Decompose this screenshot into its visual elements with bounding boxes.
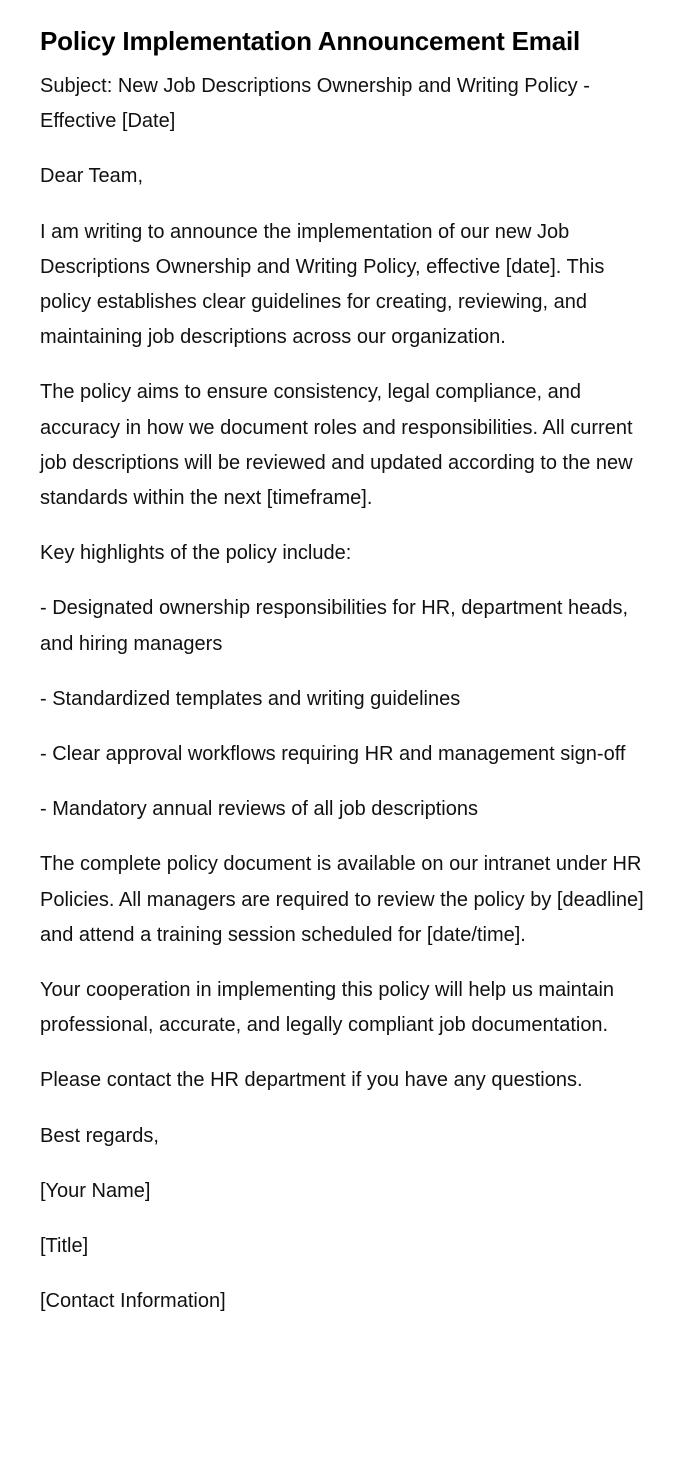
page-title: Policy Implementation Announcement Email [40,26,581,56]
highlight-item: - Clear approval workflows requiring HR and management sign-off [40,743,626,766]
highlight-item: - Standardized templates and writing guidelines [40,687,461,710]
cooperation-paragraph: Your cooperation in implementing this policy will help us maintain professional, accurate, and legally compliant job documentation. [40,979,615,1037]
intro-paragraph: I am writing to announce the implementation of our new Job Descriptions Ownership and Writing Policy, effective [date]. This policy establishes clear guidelines for creating, reviewing, and maintaining job descriptions across our organization. [40,220,605,349]
signature-name: [Your Name] [40,1179,151,1202]
signature-title: [Title] [40,1235,89,1258]
email-subject: Subject: New Job Descriptions Ownership and Writing Policy - Effective [Date] [40,75,590,133]
highlights-heading: Key highlights of the policy include: [40,542,352,565]
contact-paragraph: Please contact the HR department if you have any questions. [40,1069,583,1092]
aims-paragraph: The policy aims to ensure consistency, legal compliance, and accuracy in how we document roles and responsibilities. All current job descriptions will be reviewed and updated according to the new standards within the next [timeframe]. [40,381,633,510]
closing-line: Best regards, [40,1124,159,1147]
highlight-item: - Mandatory annual reviews of all job descriptions [40,798,478,821]
email-greeting: Dear Team, [40,165,144,188]
availability-paragraph: The complete policy document is available on our intranet under HR Policies. All managers are required to review the policy by [deadline] and attend a training session scheduled for [date/time]. [40,853,644,946]
highlight-item: - Designated ownership responsibilities for HR, department heads, and hiring managers [40,597,629,655]
signature-contact-info: [Contact Information] [40,1290,226,1313]
